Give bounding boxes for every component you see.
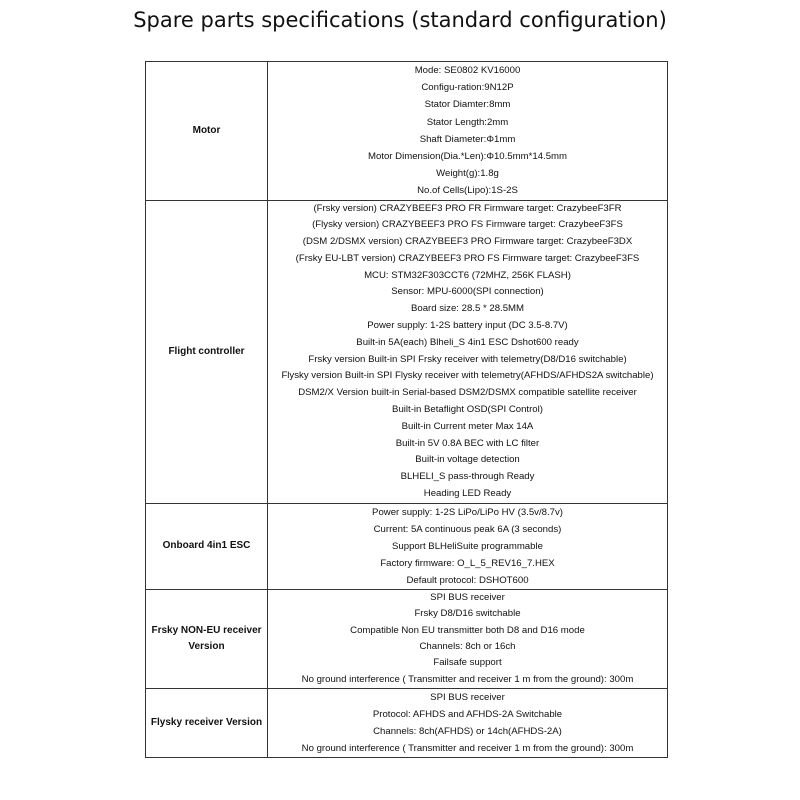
spec-line: MCU: STM32F303CCT6 (72MHZ, 256K FLASH) — [364, 269, 571, 281]
spec-line: Default protocol: DSHOT600 — [406, 574, 529, 586]
spec-line: Support BLHeliSuite programmable — [392, 540, 543, 552]
category-cell — [146, 200, 268, 503]
category-label: Motor — [192, 124, 221, 136]
category-label: Version — [188, 641, 225, 653]
spec-line: (Frsky version) CRAZYBEEF3 PRO FR Firmware target: CrazybeeF3FR — [313, 202, 622, 214]
category-label: Frsky NON-EU receiver — [151, 625, 262, 637]
spec-line: Built-in 5V 0.8A BEC with LC filter — [395, 437, 540, 449]
spec-line: Built-in Current meter Max 14A — [401, 420, 534, 432]
spec-line: No ground interference ( Transmitter and receiver 1 m from the ground): 300m — [301, 743, 634, 755]
values-cell — [268, 62, 668, 201]
spec-line: Weight(g):1.8g — [436, 168, 499, 180]
spec-line: Channels: 8ch or 16ch — [419, 641, 516, 653]
spec-row-flight-controller — [146, 200, 668, 503]
category-cell — [146, 689, 268, 758]
spec-line: Compatible Non EU transmitter both D8 and D16 mode — [350, 624, 585, 636]
spec-line: Built-in 5A(each) Blheli_S 4in1 ESC Dshot600 ready — [356, 336, 579, 348]
values-cell — [268, 689, 668, 758]
spec-line: Sensor: MPU-6000(SPI connection) — [391, 286, 544, 298]
spec-row-motor — [146, 62, 668, 201]
spec-row-flysky-receiver — [146, 689, 668, 758]
spec-line: Factory firmware: O_L_5_REV16_7.HEX — [380, 557, 555, 569]
spec-line: Configu-ration:9N12P — [421, 82, 514, 94]
spec-line: Board size: 28.5 * 28.5MM — [410, 303, 525, 315]
category-label: Flysky receiver Version — [150, 717, 263, 729]
spec-line: Power supply: 1-2S LiPo/LiPo HV (3.5v/8.7v) — [372, 506, 563, 518]
spec-line: Current: 5A continuous peak 6A (3 seconds) — [373, 523, 562, 535]
spec-line: Heading LED Ready — [423, 488, 512, 500]
values-cell — [268, 589, 668, 688]
category-cell — [146, 589, 268, 688]
spec-line: Built-in voltage detection — [415, 454, 520, 466]
spec-line: BLHELI_S pass-through Ready — [400, 471, 535, 483]
spec-line: DSM2/X Version built-in Serial-based DSM2/DSMX compatible satellite receiver — [298, 387, 637, 399]
spec-line: Failsafe support — [433, 657, 502, 669]
spec-line: Stator Diamter:8mm — [424, 99, 511, 111]
spec-line: Power supply: 1-2S battery input (DC 3.5-8.7V) — [367, 320, 568, 332]
spec-line: Built-in Betaflight OSD(SPI Control) — [392, 404, 543, 416]
specs-table — [145, 61, 668, 758]
spec-line: Frsky D8/D16 switchable — [414, 608, 521, 620]
values-cell — [268, 200, 668, 503]
spec-line: Mode: SE0802 KV16000 — [414, 65, 521, 76]
spec-line: Channels: 8ch(AFHDS) or 14ch(AFHDS-2A) — [373, 726, 562, 738]
spec-line: Protocol: AFHDS and AFHDS-2A Switchable — [372, 709, 563, 721]
spec-line: (Frsky EU-LBT version) CRAZYBEEF3 PRO FS Firmware target: CrazybeeF3FS — [295, 252, 640, 264]
spec-line: Frsky version Built-in SPI Frsky receiver with telemetry(D8/D16 switchable) — [308, 353, 627, 365]
spec-line: Flysky version Built-in SPI Flysky receiver with telemetry(AFHDS/AFHDS2A switchable) — [281, 370, 654, 382]
category-label: Onboard 4in1 ESC — [162, 540, 251, 552]
spec-row-onboard-esc — [146, 503, 668, 589]
category-cell — [146, 62, 268, 201]
spec-line: Motor Dimension(Dia.*Len):Φ10.5mm*14.5mm — [367, 150, 568, 162]
page-title: Spare parts specifications (standard configuration) — [133, 8, 667, 32]
spec-line: No.of Cells(Lipo):1S-2S — [417, 185, 518, 197]
category-label: Flight controller — [168, 345, 245, 357]
values-cell — [268, 503, 668, 589]
category-cell — [146, 503, 268, 589]
spec-line: No ground interference ( Transmitter and receiver 1 m from the ground): 300m — [301, 673, 634, 685]
spec-line: (Flysky version) CRAZYBEEF3 PRO FS Firmware target: CrazybeeF3FS — [312, 219, 623, 231]
spec-line: Shaft Diameter:Φ1mm — [419, 133, 516, 145]
spec-line: SPI BUS receiver — [430, 692, 505, 704]
spec-line: SPI BUS receiver — [430, 591, 505, 603]
spec-line: (DSM 2/DSMX version) CRAZYBEEF3 PRO Firmware target: CrazybeeF3DX — [302, 236, 633, 248]
spec-row-frsky-receiver — [146, 589, 668, 688]
spec-line: Stator Length:2mm — [426, 116, 509, 128]
